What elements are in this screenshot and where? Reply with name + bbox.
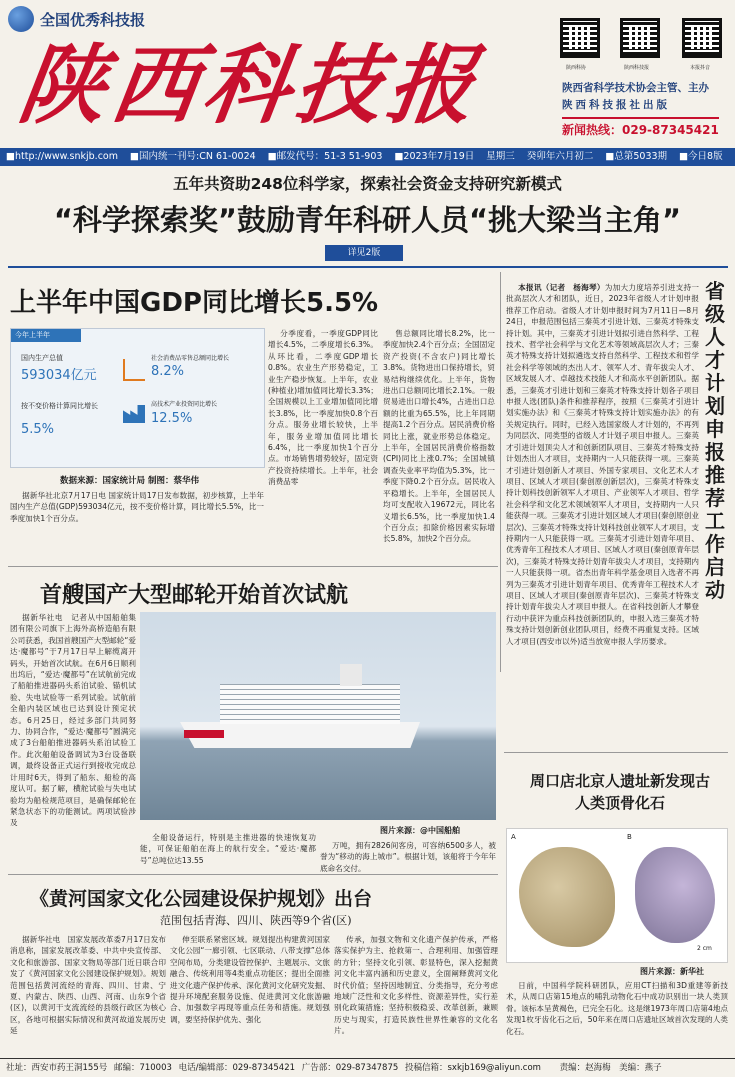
gdp-infographic — [10, 328, 265, 468]
fossil-skull-a — [519, 847, 615, 947]
stat-gdp-value: 593034亿元 — [21, 368, 97, 383]
hotline: 新闻热线：029-87345421 — [562, 117, 719, 138]
ship-bow-stripe — [184, 730, 224, 738]
divider — [8, 566, 498, 567]
footer-address: 社址：西安市药王洞155号 — [6, 1063, 108, 1073]
stat-retail-label: 社会消费品零售总额同比增长 — [151, 355, 230, 362]
stat-growth-label: 按不变价格计算同比增长 — [21, 402, 98, 410]
fossil-skull-b — [635, 847, 715, 943]
newspaper-title: 陕西科技报 — [12, 35, 488, 136]
ship-col3 — [320, 840, 496, 876]
lunar-date: 癸卯年六月初二 — [526, 151, 594, 162]
qr-code-3 — [682, 18, 722, 58]
fossil-label-b: B — [627, 833, 632, 841]
footer-email[interactable]: 投稿信箱：sxkjb169@aliyun.com — [404, 1063, 541, 1073]
gdp-col3-text: 售总额同比增长8.2%，比一季度加快2.4个百分点；全国固定资产投资(不含农户)同比增长3.8%。货物进出口保持增长，贸易结构继续优化。上半年，货物进出口总额同比增长2.1%。一般贸易进出口增长4%，占进出口总额的比重为65.5%，比上年同期提高1.2个百分点。居民消费价格同比上涨，就业形势总体稳定。上半年，全国居民消费价格指数(CPI)同比上涨0.7%；全国城镇调查失业率平均值为5.3%，比一季度下降0.2个百分点。居民收入平稳增长。上半年，全国居民人均可支配收入19672元，同比名义增长6.5%，比一季度加快1.4个百分点；扣除价格因素实际增长5.8%，加快2个百分点。 — [383, 329, 495, 544]
yellow-col1-text: 据新华社电 国家发展改革委7月17日发布消息称，国家发展改革委、中共中央宣传部、文化和旅游部、国家文物局等部门近日联合印发了《黄河国家文化公园建设保护规划》。规划范围包括黄河流经的青海、四川、甘肃、宁夏、内蒙古、陕西、山西、河南、山东9个省(区)，以黄河干支流流经的县级行政区为核心区，各地可根据实际情况和黄河故道发展历史延 — [10, 935, 166, 1036]
fossil-photo — [506, 828, 728, 963]
footer-editor: 责编：赵海梅 美编：燕子 — [559, 1063, 662, 1073]
gdp-col1-text: 据新华社北京7月17日电 国家统计局17日发布数据，初步核算，上半年国内生产总值(GDP)593034亿元，按不变价格计算，同比增长5.5%，比一季度加快1个百分点。 — [10, 491, 264, 523]
page-count: ■今日8版 — [679, 151, 723, 162]
talent-vertical-headline: 省级人才计划申报推荐工作启动 — [705, 279, 725, 602]
footer-zip: 邮编：710003 — [113, 1063, 172, 1073]
divider — [8, 266, 728, 268]
ship-photo-caption: 图片来源：@中国船舶 — [380, 826, 460, 835]
qr-code-2 — [620, 18, 660, 58]
divider — [8, 874, 498, 875]
yellow-headline: 《黄河国家文化公园建设保护规划》出台 — [30, 888, 373, 910]
gdp-col2 — [268, 328, 378, 558]
divider — [504, 752, 728, 753]
scale-bar: 2 cm — [697, 945, 712, 952]
stat-growth-value: 5.5% — [21, 422, 55, 437]
ship-col1-text: 据新华社电 记者从中国船舶集团有限公司旗下上海外高桥造船有限公司获悉，我国首艘国产大型邮轮“爱达·魔都号”于7月17日早上解缆离开码头，开始首次试航。在6月6日顺利出坞后，“爱达·魔都号”在试航前完成了船舶推进器码头系泊试验、锚机试验、失电试验等一系列试验。试航前全船内装区域也已达到设计预定状态。6月25日，经过多部门共同努力、协同合作，“爱达·魔都号”圆满完成了3台船舶推进器码头系泊试验工作。此次船舶设备调试为3台设备联调，最终设备正式运行到接收完成总计用时6天，得到了船东、船检的高度认可。据了解，横舵试验与失电试验均为船检规范项目，是确保邮轮在紧急状态下的功能测试。两项试验涉及 — [10, 613, 136, 828]
ship-col2 — [140, 832, 316, 872]
fossil-label-a: A — [511, 833, 516, 841]
info-bar — [0, 148, 735, 166]
footer-tel: 电话/编辑部：029-87345421 — [178, 1063, 296, 1073]
date: ■2023年7月19日 — [394, 151, 475, 162]
publisher: 陕西科技报社出版 — [562, 99, 670, 111]
fossil-body: 日前，中国科学院科研团队，应用CT扫描和3D重建等新技术，从周口店第15地点的哺乳动物化石中成功识别出一块人类顶骨。该标本呈黄褐色，已完全石化。这是继1973年周口店第4地点发现1枚牙齿化石之后，50年来在周口店遗址区域首次发现的人类化石。 — [506, 981, 728, 1036]
gdp-source: 数据来源：国家统计局 制图：蔡华伟 — [60, 476, 199, 486]
yellow-col2 — [170, 934, 330, 1054]
fossil-headline: 周口店北京人遗址新发现古人类顶骨化石 — [530, 772, 711, 812]
gdp-col1 — [10, 490, 264, 558]
chart-icon — [123, 359, 145, 381]
weekday: 星期三 — [486, 151, 515, 162]
globe-icon — [8, 6, 34, 32]
ship-superstructure — [220, 684, 400, 724]
lead-headline: “科学探索奖”鼓励青年科研人员“挑大梁当主角” — [53, 203, 682, 237]
stat-gdp-label: 国内生产总值 — [21, 354, 63, 362]
qr-label: 陕西科技报 — [624, 65, 650, 71]
qr-label: 陕西科协 — [566, 65, 587, 71]
gdp-col2-text: 分季度看，一季度GDP同比增长4.5%，二季度增长6.3%。从环比看，二季度GDP增长0.8%。农业生产形势稳定，工业生产稳步恢复。上半年，农业(种植业)增加值同比增长3.3%；全国规模以上工业增加值同比增长3.8%，比一季度加快0.8个百分点。服务业增长较快，上半年，服务业增加值同比增长6.4%，比一季度加快1个百分点。市场销售增势较好，固定资产投资持续增长。上半年，社会消费品零 — [268, 329, 378, 487]
footer — [0, 1058, 735, 1077]
stat-retail-value: 8.2% — [151, 364, 185, 379]
qr-label: 本报抖音 — [690, 65, 711, 71]
graphic-banner: 今年上半年 — [11, 329, 81, 342]
sponsor: 陕西省科学技术协会主管、主办 — [562, 82, 709, 94]
yellow-col3 — [334, 934, 498, 1054]
talent-article — [506, 282, 699, 742]
slogan: 全国优秀科技报 — [40, 11, 146, 29]
masthead — [0, 0, 735, 146]
gdp-col3 — [383, 328, 495, 558]
qr-code-1 — [560, 18, 600, 58]
yellow-subheadline: 范围包括青海、四川、陕西等9个省(区) — [160, 914, 352, 927]
issue-number: ■总第5033期 — [605, 151, 668, 162]
factory-icon — [123, 405, 145, 423]
ship-col2-text: 全船设备运行，特别是主推进器的快速恢复功能，可保证船舶在海上的航行安全。“爱达·魔都号”总吨位达13.55 — [140, 833, 316, 865]
lead-ref-badge[interactable]: 详见2版 — [325, 245, 403, 261]
issn: ■国内统一刊号:CN 61-0024 — [130, 151, 256, 162]
yellow-col2-text: 伸至联系紧密区域。规划提出构建黄河国家文化公园“一廊引领、七区联动、八带支撑”总体空间布局，分类建设管控保护、主题展示、文旅融合、传统利用等4类重点功能区；提出全面推进文化遗产保护传承、深化黄河文化研究发掘、提升环境配套服务设施、促进黄河文化旅游融合、加强数字再现等重点任务和措施。规划强调，要坚持保护优先、强化 — [170, 935, 330, 1024]
gdp-headline: 上半年中国GDP同比增长5.5% — [10, 288, 379, 318]
stat-hitech-label: 高技术产业投资同比增长 — [151, 401, 218, 408]
ship-col1 — [10, 612, 136, 870]
lead-kicker: 五年共资助248位科学家，探索社会资金支持研究新模式 — [173, 175, 562, 193]
ship-funnel — [340, 664, 362, 686]
column-divider — [500, 272, 501, 672]
ship-col3-text: 万吨，拥有2826间客房，可容纳6500多人，被誉为“移动的海上城市”。根据计划，该船将于今年年底命名交付。 — [320, 841, 496, 873]
yellow-col3-text: 传承，加强文物和文化遗产保护传承，严格落实保护为主、抢救第一、合理利用、加强管理的方针；坚持文化引领、彰显特色，深入挖掘黄河文化丰富内涵和历史意义，全面阐释黄河文化时代价值；坚持因地制宜、分类指导，充分考虑地域广泛性和文化多样性、资源差异性，实行差别化政策措施；坚持积极稳妥、改革创新，兼顾历史与现实，打造民族性世界性兼容的文化名片。 — [334, 935, 498, 1036]
website[interactable]: ■http://www.snkjb.com — [6, 151, 118, 162]
postal-code: ■邮发代号：51-3 51-903 — [267, 151, 383, 162]
cruise-ship-photo — [140, 612, 496, 820]
fossil-caption: 图片来源：新华社 — [640, 967, 704, 976]
ship-headline: 首艘国产大型邮轮开始首次试航 — [40, 583, 349, 608]
fossil-article — [506, 980, 728, 1054]
talent-byline: 本报讯（记者 杨海琴） — [518, 283, 605, 292]
yellow-col1 — [10, 934, 166, 1054]
footer-ad: 广告部：029-87347875 — [301, 1063, 399, 1073]
talent-body: 为加大力度培养引进支持一批高层次人才和团队，近日，2023年省级人才计划申报推荐工作启动。省级人才计划申报时间为7月11日—8月24日，申报范围包括三秦英才引进计划、三秦英才特殊支持计划。其中，三秦英才引进计划拟引进自然科学、工程技术、哲学社会科学与文化艺术等领域高层次人才；三秦英才特殊支持计划拟遴选支持自然科学、工程技术和哲学社会科学等领域的杰出人才、领军人才、青年拔尖人才、区域发展人才、卓越技术技能人才和高水平创新团队。据悉，三秦英才引进计划和三秦英才特殊支持计划各子项目申报人选(团队)条件和推荐程序，按照《三秦英才引进计划实施办法》和《三秦英才特殊支持计划实施办法》的有关规定执行。同时，已经入选国家级人才计划的，不再列为同层次、同类型的省级人才计划子项目申报人。三秦英才引进计划顶尖人才和创新团队项目、三秦英才特殊支持计划杰出人才项目，支持期内一人只能获得一项。三秦英才引进计划创新人才项目、外国专家项目、文化艺术人才项目、区域人才项目(秦创原创新层次)，三秦英才特殊支持计划科技创新领军人才项目、产业领军人才项目、哲学社会科学和文化艺术领域领军人才项目，支持期内一人只能获得一项。三秦英才引进计划区域人才项目(秦创原创业层次)、三秦英才特殊支持计划科技创业领军人才项目，支持期内一人只能获得一项。三秦英才引进计划青年项目、优秀青年工程技术人才项目、区域人才项目(秦创原青年层次)，三秦英才特殊支持计划青年拔尖人才项目，支持期内一人只能获得一项。省杰出青年科学基金项目入选者不再列为三秦英才引进计划青年项目、优秀青年工程技术人才项目、区域人才项目(秦创原青年层次)、三秦英才特殊支持计划青年拔尖人才项目申报人。在省科技创新人才攀登行动中获评为重点科技创新团队的，申报入选三秦英才特殊支持计划创新创业团队项目，经费不再重复支持。区域人才项目(西安市以外)适当放宽申报人学历要求。 — [506, 283, 699, 646]
stat-hitech-value: 12.5% — [151, 411, 193, 426]
